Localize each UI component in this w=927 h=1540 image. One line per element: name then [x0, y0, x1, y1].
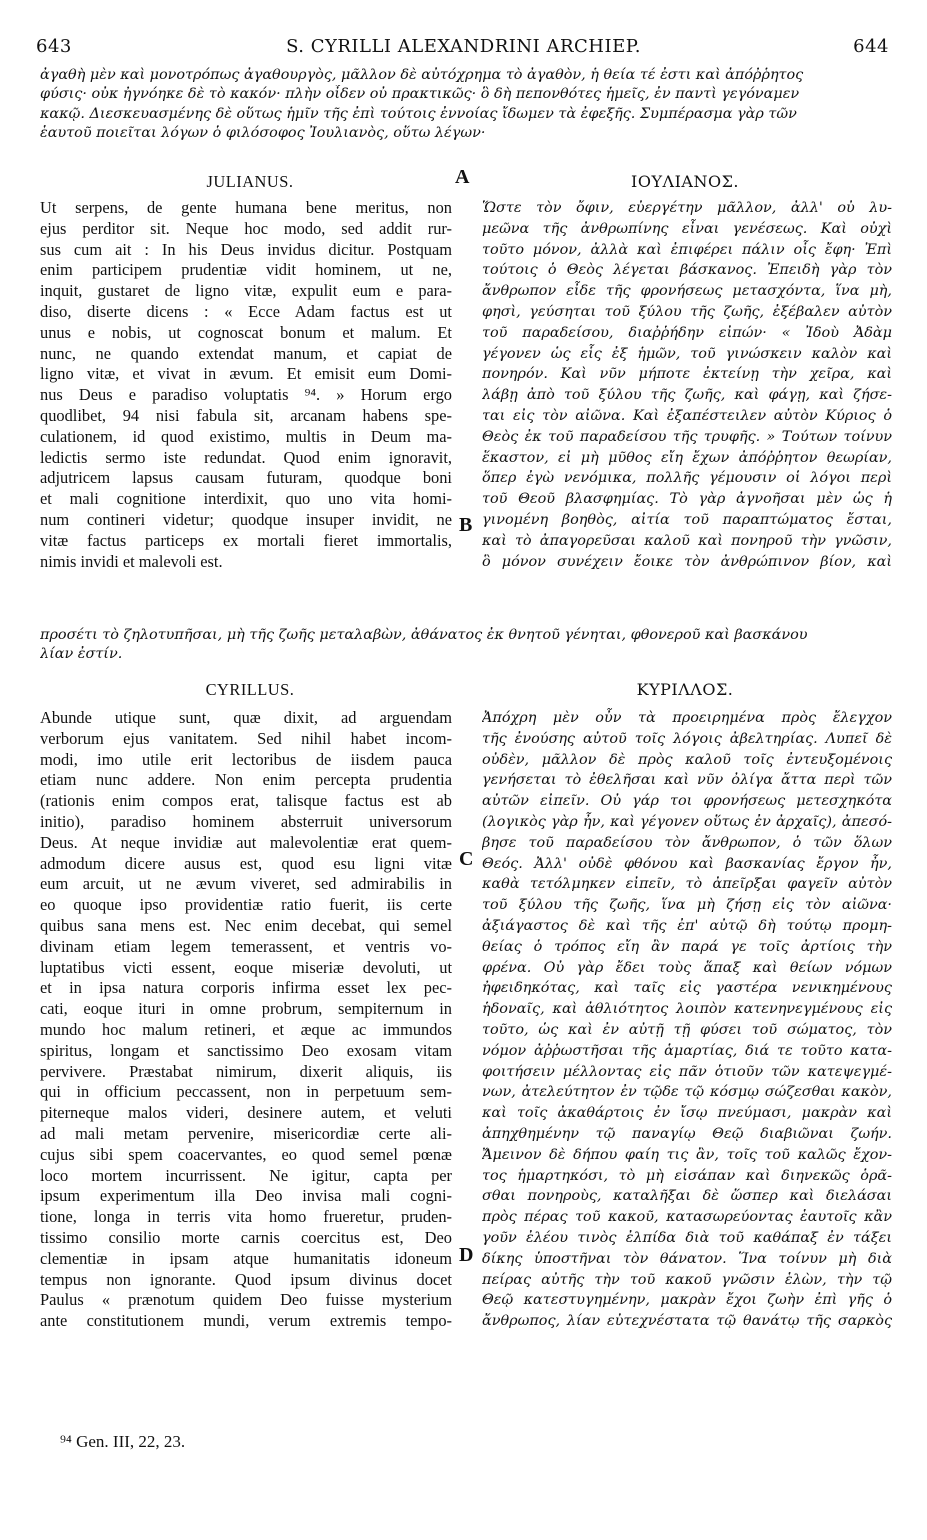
text-line: καὶ τὸ ἀπαγορεῦσαι καλοῦ καὶ πονηροῦ τὴν γνῶσιν,	[482, 532, 892, 549]
text-line: πείρας αὐτῆς τὴν τοῦ κακοῦ γνῶσιν ἑλὼν, τὴν τῷ	[482, 1271, 892, 1288]
text-line: ἕκαστον, εἰ μὴ μῦθος εἴη ἔχων ἀπόῤῥητον θεωρίαν,	[482, 449, 892, 466]
text-line: ante constitutionem mundi, verum extremis tempo-	[40, 1311, 452, 1331]
text-line: νόμον ἀῤῥωστῆσαι τῆς ἁμαρτίας, διά τε τοῦτο κατα-	[482, 1042, 892, 1059]
margin-marker-c: C	[459, 848, 474, 870]
margin-marker-d: D	[459, 1244, 474, 1266]
text-line: γέγονεν ὡς εἷς ἐξ ἡμῶν, τοῦ γινώσκειν καλὸν καὶ	[482, 345, 892, 362]
text-line: et in ipsa natura corporis infirma esset lex pec-	[40, 978, 452, 998]
text-line: φησὶ, γεύσηται τοῦ ξύλου τῆς ζωῆς, ἐξέβαλεν αὐτὸν	[482, 303, 892, 320]
text-line: num contineri videtur; quodque insuper invidit, ne	[40, 509, 452, 529]
text-line: ἑαυτοῦ ποιεῖται λόγων ὁ φιλόσοφος Ἰουλιανὸς, οὕτω λέγων·	[40, 124, 486, 141]
text-line: πρὸς πέρας τοῦ κακοῦ, κατασωρεύοντας ἑαυτοῖς κἂν	[482, 1209, 892, 1226]
text-line: cujus sibi spem coacervantes, eo quod semel pœnæ	[40, 1144, 452, 1164]
text-line: τοῦτο μόνον, ἀλλὰ καὶ ἐπιφέρει πάλιν οἷς ἔφη· Ἐπὶ	[482, 241, 892, 258]
text-line: pervivere. Præstabat nimirum, dixerit aliquis, iis	[40, 1061, 452, 1081]
text-line: etiam nunc addere. Non enim percepta prudentia	[40, 770, 452, 790]
text-line: ledictis sermo iste redundat. Quod enim ignoravit,	[40, 447, 452, 467]
text-line: culationem, id quod existimo, multis in Deum ma-	[40, 426, 452, 446]
julianus-greek-heading: ΙΟΥΛΙΑΝΟΣ.	[631, 172, 739, 191]
text-line: μεῶνα τῆς ἀνθρωπίνης εἶναι γενέσεως. Καὶ οὐχὶ	[482, 220, 892, 237]
text-line: (λογικὸς γὰρ ἦν, καὶ γέγονεν οὕτως ἐν ἀρχαῖς), ἀπεσό-	[482, 813, 892, 830]
text-line: diso, diserte dicens : « Ecce Adam factus est ut	[40, 301, 452, 321]
text-line: admodum dicere ausus est, quod esu ligni vitæ	[40, 853, 452, 873]
text-line: γινομένη βοηθὸς, αἰτία τοῦ παραπτώματος ἔσται,	[482, 511, 892, 528]
text-line: τοῦ ξύλου τῆς ζωῆς, ἵνα μὴ ζήσῃ εἰς τὸν αἰῶνα·	[482, 897, 892, 914]
intro-greek-paragraph	[40, 66, 895, 143]
margin-marker-b: B	[459, 514, 473, 536]
text-line: ἠφειδηκότας, καὶ ταῖς εἰς γαστέρα νενικημένους	[482, 980, 892, 997]
text-line: δίκης ὑποστῆναι τὸν θάνατον. Ἵνα τοίνυν μὴ διὰ	[482, 1250, 892, 1267]
text-line: inquit, gustaret de ligno vitæ, expulit eum e para-	[40, 281, 452, 301]
text-line: ipsum experimentum illa Deo invisa mali cogni-	[40, 1186, 452, 1206]
text-line: λάβῃ ἀπὸ τοῦ ξύλου τῆς ζωῆς, καὶ φάγῃ, καὶ ζήσε-	[482, 387, 892, 404]
text-line: θείας ὁ τρόπος εἴη ἂν παρά γε τοῖς ἀρτίοις τὴν	[482, 938, 892, 955]
cyrillus-latin-column	[40, 708, 452, 1332]
text-line: clementiæ in ipsam atque humanitatis idoneum	[40, 1248, 452, 1268]
text-line: προσέτι τὸ ζηλοτυπῆσαι, μὴ τῆς ζωῆς μεταλαβὼν, ἀθάνατος ἐκ θνητοῦ γένηται, φθονεροῦ καὶ βασκάνου	[40, 627, 808, 643]
text-line: ἄνθρωπος, λίαν εὐτεχνέστατα τῷ θανάτῳ τῆς σαρκὸς	[482, 1313, 892, 1330]
text-line: ad mali metam pervenire, misericordiæ certe ali-	[40, 1123, 452, 1143]
text-line: γοῦν ἐλέου τινὸς ἐλπίδα διὰ τοῦ καθάπαξ ἐν τάξει	[482, 1229, 892, 1246]
julianus-latin-heading: JULIANUS.	[206, 172, 294, 191]
text-line: verborum ejus vanitatem. Sed nihil habet incom-	[40, 728, 452, 748]
text-line: τούτοις ὁ Θεὸς λέγεται βάσκανος. Ἐπειδὴ γὰρ τὸν	[482, 262, 892, 279]
text-line: quodlibet, 94 nisi fabula sit, arcanam habens spe-	[40, 405, 452, 425]
text-line: πονηρόν. Καὶ νῦν μήποτε ἐκτείνῃ τὴν χεῖρα, καὶ	[482, 366, 892, 383]
text-line: modi, imo utile erit lectoribus de iisdem pauca	[40, 749, 452, 769]
text-line: quibus sana mens est. Nec enim decebat, qui semel	[40, 915, 452, 935]
text-line: nunc, ne quando extendat manum, et capiat de	[40, 343, 452, 363]
text-line: nus Deus e paradiso voluptatis ⁹⁴. » Horum ergo	[40, 385, 452, 405]
text-line: tissimo consilio morte carnis coercitus est, Deo	[40, 1227, 452, 1247]
page-number-left: 643	[36, 36, 72, 57]
text-line: cati, eoque ituri in omne probrum, sempiternum in	[40, 999, 452, 1019]
text-line: Θεός. Ἀλλ' οὐδὲ φθόνου καὶ βασκανίας ἔργον ἦν,	[482, 855, 892, 872]
text-line: οὐδὲν, μᾶλλον δὲ πρὸς καλοῦ τοῖς ἐντευξομένοις	[482, 751, 892, 768]
text-line: ἀπηχθημένην τῷ παναγίῳ Θεῷ διαβιῶναι ζωήν.	[482, 1125, 892, 1142]
julianus-greek-column	[482, 198, 892, 572]
text-line: et mali cognitione interdixit, quo uno vita homi-	[40, 489, 452, 509]
text-line: initio), paradiso hominem absterruit universorum	[40, 811, 452, 831]
text-line: Ut serpens, de gente humana bene meritus, non	[40, 198, 452, 217]
text-line: eo quoque ipso providentiæ ratio fuerit, iis certe	[40, 895, 452, 915]
text-line: spiritus, longam et sanctissimo Deo exosam vitam	[40, 1040, 452, 1060]
text-line: φρένα. Οὐ γὰρ ἔδει τοὺς ἅπαξ καὶ θείων νόμων	[482, 959, 892, 976]
text-line: ligno vitæ, et vivat in ævum. Et emisit eum Domi-	[40, 364, 452, 384]
text-line: τῆς ἐνούσης αὐτοῦ τοῖς λόγοις ἀβελτηρίας. Λυπεῖ δὲ	[482, 730, 892, 747]
text-line: Abunde utique sunt, quæ dixit, ad arguendam	[40, 708, 452, 727]
page-number-right: 644	[853, 36, 889, 57]
margin-marker-a: A	[455, 166, 470, 188]
text-line: φύσις· οὐκ ἠγνόηκε δὲ τὸ κακόν· πλὴν οἶδεν οὐ πρακτικῶς· ὃ δὴ πεπονθότες ἡμεῖς, ἐν παντὶ γεγόναμεν	[40, 86, 800, 103]
text-line: ἀξιάγαστος δὲ καὶ τῆς ἐπ' αὐτῷ δὴ τούτῳ προμη-	[482, 917, 892, 934]
text-line: Ἄμεινον δὲ δήπου φαίη τις ἂν, τοῖς τοῦ καλῶς ἔχον-	[482, 1146, 892, 1163]
text-line: λίαν ἐστίν.	[40, 646, 123, 663]
text-line: Paulus « prænotum quidem Deo fuisse mysterium	[40, 1290, 452, 1310]
text-line: ὃ μόνον συνέχειν ἔοικε τὸν ἀνθρώπινον βίον, καὶ	[482, 553, 892, 570]
text-line: luptatibus victi essent, eoque miseriæ devoluti, ut	[40, 957, 452, 977]
julianus-continuation	[40, 626, 895, 665]
text-line: σθαι πονηροὺς, καταλῆξαι δὲ ὥσπερ καὶ διελάσαι	[482, 1188, 892, 1205]
cyrillus-greek-column	[482, 708, 892, 1332]
text-line: γενήσεται τὸ ἐθελῆσαι καὶ νῦν ὀλίγα ἄττα περὶ τῶν	[482, 772, 892, 789]
text-line: ἄνθρωπον εἶδε τῆς φρονήσεως μετασχόντα, ἵνα μὴ,	[482, 283, 892, 300]
text-line: ἡδοναῖς, καὶ ἀθλιότητος λοιπὸν κατενηνεγμένους εἰς	[482, 1001, 892, 1018]
text-line: tione, longa in terris vita homo frueretur, pruden-	[40, 1207, 452, 1227]
text-line: sus cum ait : In his Deus invidus dicitur. Postquam	[40, 239, 452, 259]
text-line: τος ἡμαρτηκόσι, τὸ μὴ εἰσάπαν καὶ διηνεκῶς ὁρᾶ-	[482, 1167, 892, 1184]
text-line: Deus. At neque invidiæ aut malevolentiæ erat quem-	[40, 832, 452, 852]
text-line: loco mortem incurrissent. Ne igitur, capta per	[40, 1165, 452, 1185]
text-line: τοῦτο, ὡς καὶ ἐν αὐτῇ τῇ φύσει τοῦ σώματος, τὸν	[482, 1021, 892, 1038]
text-line: vitæ factus particeps ex mortali fieret immortalis,	[40, 530, 452, 550]
text-line: τοῦ παραδείσου, διαῤῥήδην εἰπών· « Ἰδοὺ Ἀδὰμ	[482, 324, 892, 341]
text-line: καὶ τοῖς ἀκαθάρτοις ἐν ἴσῳ πνεύμασι, μακρὰν καὶ	[482, 1105, 892, 1122]
cyrillus-latin-heading: CYRILLUS.	[205, 680, 295, 699]
text-line: Ἀπόχρη μὲν οὖν τὰ προειρημένα πρὸς ἔλεγχον	[482, 710, 892, 726]
text-line: τοῦ Θεοῦ βλασφημίας. Τὸ γὰρ ἀγνοῆσαι μὲν ὡς ἡ	[482, 491, 892, 508]
text-line: ται εἰς τὸν αἰῶνα. Καὶ ἐξαπέστειλεν αὐτὸν Κύριος ὁ	[482, 407, 892, 424]
text-line: νων, ἀτελεύτητον ἐν τῷδε τῷ κόσμῳ σώζεσθαι κακὸν,	[482, 1084, 892, 1101]
text-line: βησε τοῦ παραδείσου τὸν ἄνθρωπον, ὁ τῶν ὅλων	[482, 834, 892, 851]
text-line: ejus perditor sit. Neque hoc modo, sed addit rur-	[40, 218, 452, 238]
text-line: φοιτήσειν μέλλοντας εἰς πᾶν ὁτιοῦν τῶν κατεψεγμέ-	[482, 1063, 892, 1080]
text-line: nimis invidi et malevoli est.	[40, 551, 223, 571]
text-line: κακῷ. Διεσκευασμένης δὲ οὕτως ἡμῖν τῆς ἐπὶ τούτοις ἐννοίας ἴδωμεν τὰ ἐφεξῆς. Συμπέρασμα γὰρ τῶν	[40, 105, 797, 122]
footnote: ⁹⁴ Gen. III, 22, 23.	[60, 1432, 186, 1451]
text-line: tempus non ignorante. Quod ipsum divinus docet	[40, 1269, 452, 1289]
text-line: ἀγαθὴ μὲν καὶ μονοτρόπως ἀγαθουργὸς, μᾶλλον δὲ αὐτόχρημα τὸ ἀγαθὸν, ἡ θεία τέ ἐστι καὶ ἀπόῤῥητος	[40, 67, 804, 83]
text-line: divinam etiam legem temerassent, et ventris vo-	[40, 936, 452, 956]
text-line: eum arcuit, ut ne ævum viveret, sed admirabilis in	[40, 874, 452, 894]
text-line: mundo hoc malum retineri, et æque ac immundos	[40, 1019, 452, 1039]
text-line: adjutricem lapsus causam futuram, quodque boni	[40, 468, 452, 488]
text-line: καθὰ τετόλμηκεν εἰπεῖν, τὸ ἀπεῖρξαι φαγεῖν αὐτὸν	[482, 876, 892, 893]
running-title: S. CYRILLI ALEXANDRINI ARCHIEP.	[286, 36, 641, 57]
text-line: enim participem prudentiæ vidit hominem, ut ne,	[40, 260, 452, 280]
text-line: Θεὸς ἐκ τοῦ παραδείσου τῆς τρυφῆς. » Τούτων τοίνυν	[482, 428, 892, 445]
text-line: Ὥστε τὸν ὄφιν, εὐεργέτην μᾶλλον, ἀλλ' οὐ λυ-	[482, 200, 892, 216]
text-line: piterneque malos videri, desinere autem, et veluti	[40, 1103, 452, 1123]
text-line: (rationis enim compos erat, talisque factus est ab	[40, 791, 452, 811]
cyrillus-greek-heading: ΚΥΡΙΛΛΟΣ.	[636, 680, 734, 699]
text-line: ὅπερ ἐγὼ νενόμικα, πολλῆς γέμουσιν οἱ λόγοι περὶ	[482, 470, 892, 487]
julianus-latin-column	[40, 198, 452, 572]
text-line: qui in officium peccassent, non in perpetuum sem-	[40, 1082, 452, 1102]
text-line: Θεῷ κατεστυγημένην, μακρὰν ἔχοι ζωὴν ἐπὶ γῆς ὁ	[482, 1292, 892, 1309]
text-line: unus e nobis, ut cognoscat bonum et malum. Et	[40, 322, 452, 342]
text-line: αὐτῶν εἰπεῖν. Οὐ γάρ τοι φρονήσεως μετεσχηκότα	[482, 793, 892, 810]
